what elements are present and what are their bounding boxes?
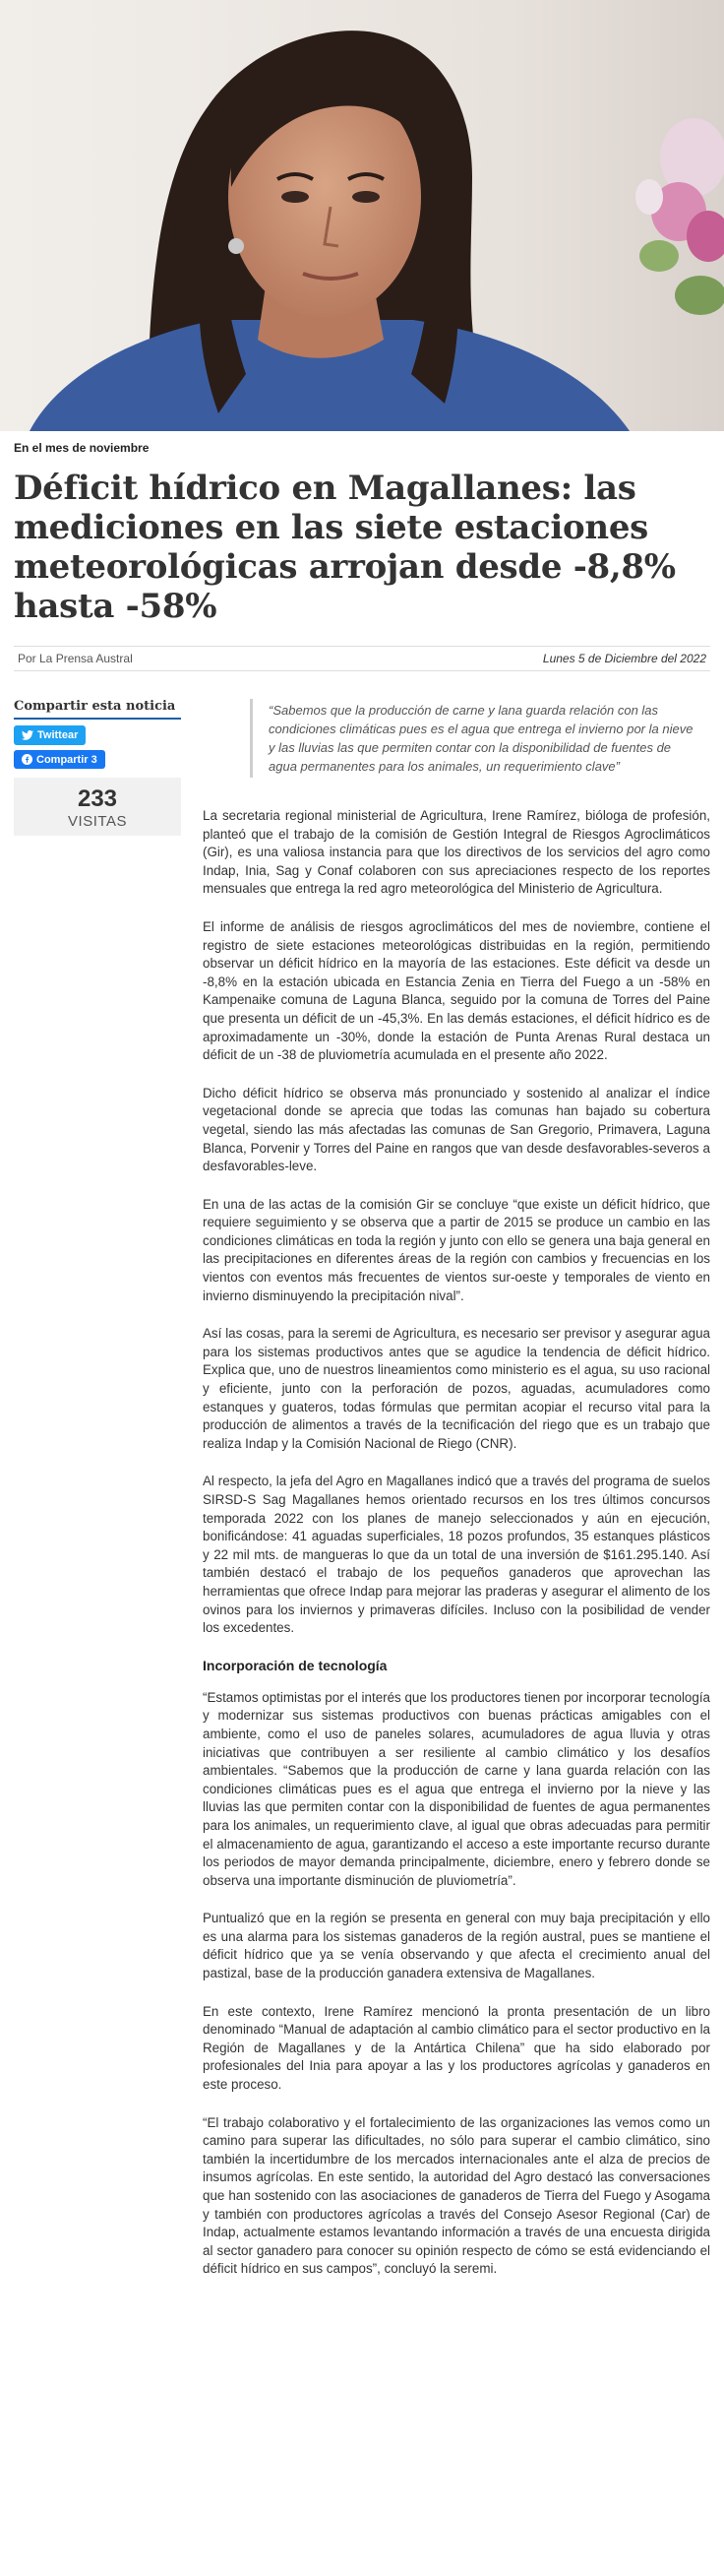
body-paragraph: La secretaria regional ministerial de Agricultura, Irene Ramírez, bióloga de profesión, planteó que el trabajo de la comisión de Gestión Integral de Riesgos Agroclimáticos (Gir), es una valiosa instancia para que los directivos de los servicios del agro como Indap, Inia, Sag y Conaf colaboren con sus apreciaciones respecto de los reportes mensuales que entrega la red agro meteorológica del Ministerio de Agricultura.: [203, 808, 710, 897]
article-date: Lunes 5 de Diciembre del 2022: [542, 652, 706, 665]
section-subheading: Incorporación de tecnología: [203, 1657, 388, 1673]
article-kicker: En el mes de noviembre: [14, 441, 150, 455]
body-paragraph: “Estamos optimistas por el interés que los productores tienen por incorporar tecnología y modernizar sus sistemas productivos con buenas prácticas amigables con el ambiente, como el uso de paneles solares, acumuladores de agua lluvia y otras iniciativas que contribuyen a ser resiliente al cambio climático y los desafíos ambientales. “Sabemos que la producción de carne y lana guarda relación con las condiciones climáticas pues es el agua que entrega el invierno por la nieve y las lluvias las que permiten contar con la disponibilidad de fuentes de agua permanentes para los animales, un requerimiento clave, al igual que obras adecuadas para permitir el almacenamiento de agua, garantizando el acceso a este importante recurso durante los periodos de mayor demanda principalmente, diciembre, enero y febrero donde se observa una importante disminución de pluviometría”.: [203, 1689, 710, 1888]
facebook-f-icon: [22, 754, 32, 765]
hero-photo: [0, 0, 724, 431]
body-paragraph: En este contexto, Irene Ramírez mencionó la pronta presentación de un libro denominado “Manual de adaptación al cambio climático para el sector productivo en la Región de Magallanes y de la Antártica Chilena” que ha sido elaborado por profesionales del Inia para apoyar a las y los productores agrícolas y ganaderos en este proceso.: [203, 2003, 710, 2093]
facebook-share-label: Compartir 3: [36, 753, 97, 766]
body-paragraph: En una de las actas de la comisión Gir se concluye “que existe un déficit hídrico, que requiere seguimiento y se observa que a partir de 2015 se produce un cambio en las condiciones climáticas en toda la región y junto con ello se genera una baja general en las precipitaciones en diferentes áreas de la región con cambios y frecuencias en los vientos con eventos más frecuentes de vientos sur-oeste y temporales de viento en invierno disminuyendo la precipitación nival”.: [203, 1196, 710, 1303]
body-paragraph: Así las cosas, para la seremi de Agricultura, es necesario ser previsor y asegurar agua para los sistemas productivos antes que se agudice la tendencia de déficit hídrico. Explica que, uno de nuestros lineamientos como ministerio es el agua, su uso racional y eficiente, junto con la perforación de pozos, aguadas, acumuladores como estanques y guateros, todas fórmulas que permitan acopiar el recurso vital para la producción de alimentos a través de la tecnificación del riego que es un trabajo que realiza Indap y la Comisión Nacional de Riego (CNR).: [203, 1326, 710, 1451]
body-paragraph: Al respecto, la jefa del Agro en Magallanes indicó que a través del programa de suelos SIRSD-S Sag Magallanes hemos orientado recursos en los tres últimos concursos temporada 2022 con los planes de manejo seleccionados y aún en ejecución, bonificándose: 41 aguadas superficiales, 18 pozos profundos, 35 estanques plásticos y 22 mil mts. de mangueras lo que da un total de una inversión de $161.295.140. Así también destacó el trabajo de los pequeños ganaderos que aprovechan las herramientas que ofrece Indap para mejorar las praderas y asegurar el alimento de los ovinos para los inviernos y primaveras difíciles. Incluso con la posibilidad de vender los excedentes.: [203, 1474, 710, 1636]
visits-count: 233: [77, 785, 118, 812]
article-title: Déficit hídrico en Magallanes: las mediciones en las siete estaciones meteorológicas arrojan desde -8,8% hasta -58%: [14, 469, 676, 626]
visits-label: VISITAS: [68, 813, 127, 830]
hero-portrait-illustration: [0, 0, 724, 431]
body-paragraph: “El trabajo colaborativo y el fortalecimiento de las organizaciones las vemos como un camino para superar las dificultades, no sólo para superar el cambio climático, sino también la incertidumbre de los mercados internacionales ante el alza de precios de insumos agrícolas. En este sentido, la autoridad del Agro destacó las conversaciones que han sostenido con las asociaciones de ganaderos de Tierra del Fuego y Asogama y también con productores agrícolas a través del Consejo Asesor Regional (Car) de Indap, actualmente estamos levantando información a través de una encuesta dirigida al sector ganadero para conocer su opinión respecto de cómo se está evidenciando el déficit hídrico en sus campos”, concluyó la seremi.: [203, 2114, 710, 2277]
twitter-share-button[interactable]: [14, 725, 86, 745]
article-author: Por La Prensa Austral: [18, 652, 133, 665]
visits-counter: [14, 778, 181, 836]
byline-bar: [14, 646, 710, 671]
share-title: Compartir esta noticia: [14, 699, 181, 720]
body-paragraph: Dicho déficit hídrico se observa más pronunciado y sostenido al analizar el índice vegetacional donde se aprecia que todas las comunas han bajado su cobertura vegetal, siendo las más afectadas las comunas de San Gregorio, Primavera, Laguna Blanca, Porvenir y Torres del Paine en rangos que van desde desfavorables-severos a desfavorables-leve.: [203, 1085, 710, 1174]
article-body: [203, 699, 710, 2298]
share-sidebar: [14, 699, 181, 2298]
body-paragraph: El informe de análisis de riesgos agroclimáticos del mes de noviembre, contiene el registro de siete estaciones meteorológicas distribuidas en la región, permitiendo observar un déficit hídrico en la mayoría de las estaciones. Este déficit va desde un -8,8% en la estación ubicada en Estancia Zenia en Tierra del Fuego a un -58% en Kampenaike comuna de Laguna Blanca, seguido por la comuna de Torres del Paine que presenta un déficit de un -45,3%. En las demás estaciones, el déficit hídrico es de aproximadamente un -30%, donde la estación de Punta Arenas Rural destaca un déficit de un -38 de pluviometría acumulada en el presente año 2022.: [203, 918, 710, 1063]
twitter-bird-icon: [22, 730, 33, 740]
pull-quote: “Sabemos que la producción de carne y lana guarda relación con las condiciones climáticas pues es el agua que entrega el invierno por la nieve y las lluvias las que permiten contar con la disponibilidad de fuentes de agua permanentes para los animales, un requerimiento clave”: [250, 699, 710, 778]
twitter-share-label: Twittear: [37, 729, 79, 741]
facebook-share-button[interactable]: [14, 750, 105, 769]
article-content: [0, 699, 724, 2298]
body-paragraph: Puntualizó que en la región se presenta en general con muy baja precipitación y ello es una alarma para los sistemas ganaderos de la región austral, pues se mantiene el déficit hídrico que ya se venía observando y que afecta el crecimiento anual del pastizal, base de la producción ganadera extensiva de Magallanes.: [203, 1911, 710, 1981]
